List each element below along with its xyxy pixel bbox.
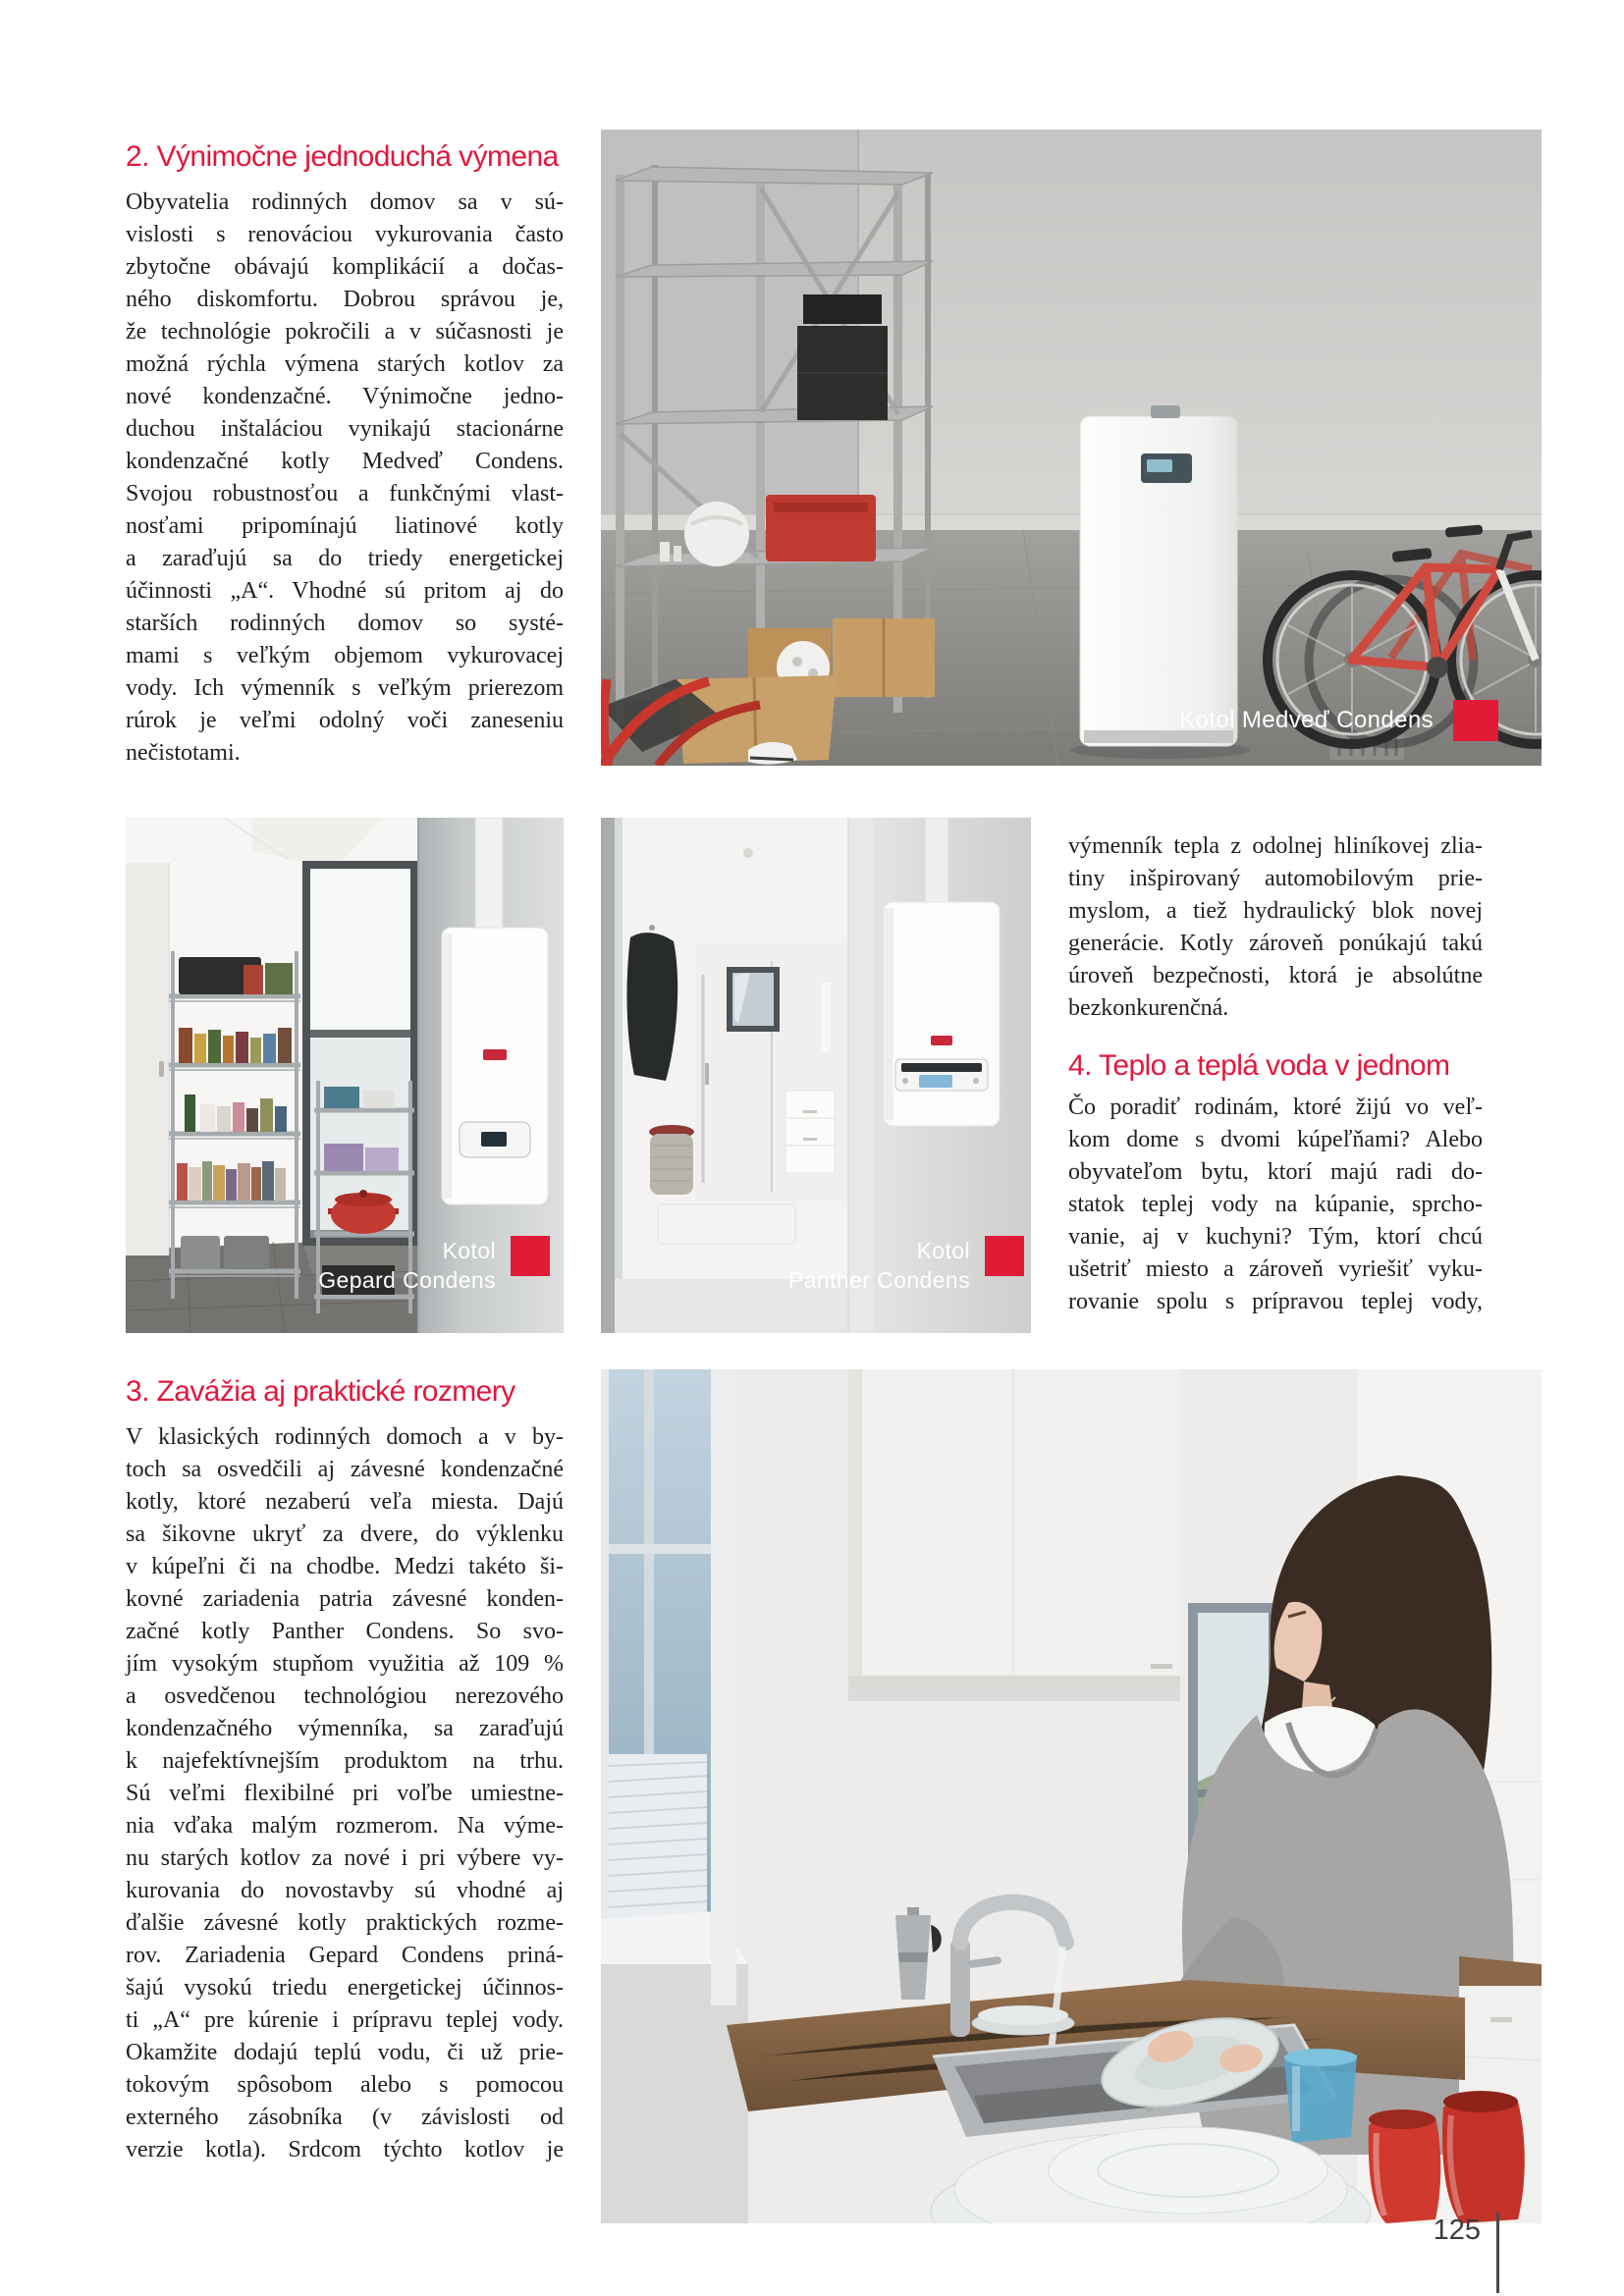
text-line: duchou inštaláciou vynikajú stacionárne	[126, 416, 564, 442]
caption-marker-square	[511, 1236, 550, 1276]
text-line: rúrok je veľmi odolný voči zaneseniu	[126, 708, 564, 733]
text-line: V klasických rodinných domoch a v by-	[126, 1424, 564, 1450]
text-line: nosťami pripomínajú liatinové kotly	[126, 513, 564, 539]
text-line: externého zásobníka (v závislosti od	[126, 2105, 564, 2130]
text-line: kotly, ktoré nezaberú veľa miesta. Dajú	[126, 1489, 564, 1515]
text-line: účinnosti „A“. Vhodné sú pritom aj do	[126, 578, 564, 604]
text-line: jím vysokým stupňom využitia až 109 %	[126, 1651, 564, 1677]
text-line: šajú vysokú triedu energetickej účinnos-	[126, 1975, 564, 2001]
text-line: Okamžite dodajú teplú vodu, či už prie-	[126, 2040, 564, 2065]
wall-cabinets	[848, 1369, 1180, 1701]
text-line: obyvateľom bytu, ktorí majú radi do-	[1068, 1159, 1483, 1185]
text-line: nové kondenzačné. Výnimočne jedno-	[126, 384, 564, 409]
text-line: začné kotly Panther Condens. So svo-	[126, 1619, 564, 1644]
text-line: generácie. Kotly zároveň ponúkajú takú	[1068, 931, 1483, 956]
text-line: tokovým spôsobom alebo s pomocou	[126, 2072, 564, 2098]
section-4-column	[1068, 830, 1483, 1318]
text-line: starších rodinných domov so systé-	[126, 611, 564, 636]
section-4-heading: 4. Teplo a teplá voda v jednom	[1068, 1049, 1450, 1082]
text-line: ušetriť miesto a zároveň vyriešiť vyku-	[1068, 1256, 1483, 1282]
section-4-body	[1068, 1092, 1483, 1318]
text-line: možná rýchla výmena starých kotlov za	[126, 351, 564, 377]
text-line: úroveň bezpečnosti, ktorá je absolútne	[1068, 963, 1483, 988]
text-line: myslom, a tiež hydraulický blok novej	[1068, 898, 1483, 924]
figure-panther-photo	[601, 818, 1031, 1333]
page-number: 125	[1433, 2215, 1481, 2246]
figure-caption-gepard	[318, 1236, 550, 1295]
footer-rule	[1496, 2213, 1499, 2293]
text-line: že technológie pokročili a v súčasnosti je	[126, 319, 564, 345]
caption-marker-square	[985, 1236, 1024, 1276]
text-line: vanie, aj v kuchyni? Tým, ktorí chcú	[1068, 1224, 1483, 1250]
spotlight	[743, 848, 753, 858]
text-line: Obyvatelia rodinných domov sa v sú-	[126, 189, 564, 215]
text-line: vislosti s renováciou vykurovania často	[126, 222, 564, 247]
text-line: a zaraďujú sa do triedy energetickej	[126, 546, 564, 571]
figure-caption-line1: Kotol	[916, 1238, 970, 1263]
figure-caption-line2: Gepard Condens	[318, 1267, 496, 1293]
text-line: tiny inšpirovaný automobilovým prie-	[1068, 866, 1483, 891]
kitchen-window	[601, 1369, 748, 2223]
text-line: rov. Zariadenia Gepard Condens priná-	[126, 1943, 564, 1968]
figure-caption-line2: Panther Condens	[787, 1267, 970, 1293]
boiler-panther	[884, 902, 1000, 1126]
section-3	[126, 1374, 564, 2166]
door-edge	[601, 818, 615, 1333]
text-line: nia vďaka malým rozmerom. Na výme-	[126, 1813, 564, 1839]
section-2	[126, 139, 564, 770]
section-4-intro	[1068, 830, 1483, 1025]
flue-pipe	[925, 818, 948, 904]
wicker-basket	[649, 1125, 694, 1195]
bathroom-window	[727, 967, 780, 1032]
garage-wall	[601, 130, 1542, 534]
flue-pipe	[475, 818, 503, 934]
bath-mat	[658, 1204, 795, 1244]
garage-scene	[601, 130, 1542, 766]
pleated-blind	[609, 1754, 707, 1919]
text-line: ného diskomfortu. Dobrou správou je,	[126, 287, 564, 312]
text-line: Svojou robustnosťou a funkčnými vlast-	[126, 481, 564, 507]
section-2-body	[126, 187, 564, 770]
boiler-gepard	[442, 928, 548, 1204]
text-line: kom dome s dvomi kúpeľňami? Alebo	[1068, 1127, 1483, 1152]
text-line: Sú veľmi flexibilné pri voľbe umiestne-	[126, 1781, 564, 1806]
text-line: v kúpeľni či na chodbe. Medzi takéto ši-	[126, 1554, 564, 1579]
figure-caption-line1: Kotol	[442, 1238, 496, 1263]
section-2-heading: 2. Výnimočne jednoduchá výmena	[126, 140, 559, 173]
figure-medved-photo	[601, 130, 1542, 766]
text-line: a osvedčenou technológiou nerezového	[126, 1683, 564, 1709]
text-line: ďalšie závesné kotly praktických rozme-	[126, 1910, 564, 1936]
section-3-heading: 3. Zavážia aj praktické rozmery	[126, 1375, 515, 1408]
text-line: sa šikovne ukryť za dvere, do výklenku	[126, 1522, 564, 1547]
figure-caption-text: Kotol Medveď Condens	[1179, 707, 1434, 733]
text-line: nu starých kotlov za nové i pri výbere vy-	[126, 1845, 564, 1871]
text-line: bezkonkurenčná.	[1068, 995, 1229, 1021]
section-3-body	[126, 1421, 564, 2166]
towel-hook	[649, 925, 655, 931]
text-line: Čo poradiť rodinám, ktoré žijú vo veľ-	[1068, 1095, 1483, 1120]
text-line: výmenník tepla z odolnej hliníkovej zlia-	[1068, 833, 1483, 859]
kitchen-scene	[601, 1369, 1542, 2223]
door-frame	[615, 818, 623, 1333]
text-line: kondenzačné kotly Medveď Condens.	[126, 449, 564, 474]
text-line: k najefektívnejším produktom na trhu.	[126, 1748, 564, 1774]
text-line: statok teplej vody na kúpanie, sprcho-	[1068, 1192, 1483, 1217]
text-line: nečistotami.	[126, 740, 241, 766]
text-line: mami s veľkým objemom vykurovacej	[126, 643, 564, 668]
figure-caption-panther	[788, 1236, 1024, 1295]
text-line: kondenzačného výmenníka, sa zaraďujú	[126, 1716, 564, 1741]
text-line: rovanie spolu s prípravou teplej vody,	[1068, 1289, 1483, 1314]
figure-gepard-photo	[126, 818, 564, 1333]
dark-towel	[627, 933, 678, 1081]
blue-glass	[1284, 2049, 1357, 2143]
text-line: ti „A“ pre kúrenie i prípravu teplej vody.	[126, 2007, 564, 2033]
caption-marker-square	[1453, 700, 1498, 741]
figure-kitchen-photo	[601, 1369, 1542, 2223]
text-line: zbytočne obávajú komplikácií a dočas-	[126, 254, 564, 280]
text-line: toch sa osvedčili aj závesné kondenzačné	[126, 1457, 564, 1482]
text-line: verzie kotla). Srdcom týchto kotlov je	[126, 2137, 564, 2163]
left-cupboard	[126, 863, 169, 1255]
text-line: vody. Ich výmenník s veľkým prierezom	[126, 675, 564, 701]
text-line: kurovania do novostavby sú vhodné aj	[126, 1878, 564, 1903]
figure-caption-medved	[1179, 700, 1498, 741]
text-line: kovné zariadenia patria závesné konden-	[126, 1586, 564, 1612]
